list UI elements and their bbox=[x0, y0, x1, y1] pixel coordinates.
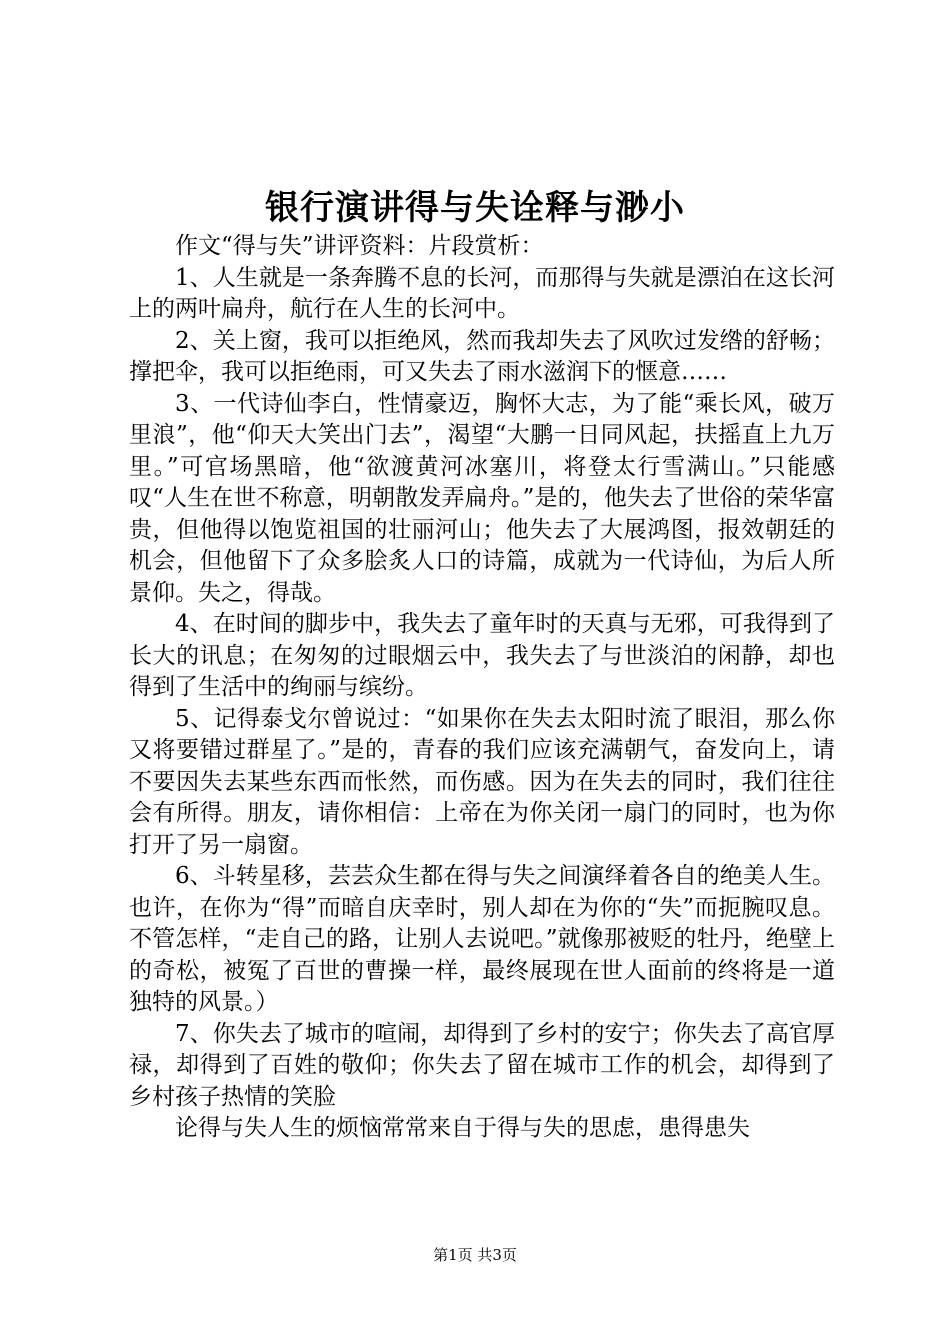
document-body bbox=[129, 231, 835, 1145]
paragraph-essay-start: 论得与失人生的烦恼常常来自于得与失的思虑，患得患失 bbox=[175, 1115, 750, 1141]
paragraph-7: 7、你失去了城市的喧闹，却得到了乡村的安宁；你失去了高官厚禄，却得到了百姓的敬仰；你失去了留在城市工作的机会，却得到了乡村孩子热情的笑脸 bbox=[129, 1020, 835, 1110]
paragraph-4: 4、在时间的脚步中，我失去了童年时的天真与无邪，可我得到了长大的讯息；在匆匆的过眼烟云中，我失去了与世淡泊的闲静，却也得到了生活中的绚丽与缤纷。 bbox=[129, 611, 835, 700]
paragraph-6: 6、斗转星移，芸芸众生都在得与失之间演绎着各自的绝美人生。也许，在你为“得”而暗自庆幸时，别人却在为你的“失”而扼腕叹息。不管怎样，“走自己的路，让别人去说吧。”就像那被贬的牡丹，绝壁上的奇松，被冤了百世的曹操一样，最终展现在世人面前的终将是一道独特的风景。） bbox=[129, 863, 835, 1015]
document-title: 银行演讲得与失诠释与渺小 bbox=[265, 188, 685, 228]
paragraph-3: 3、一代诗仙李白，性情豪迈，胸怀大志，为了能“乘长风，破万里浪”，他“仰天大笑出门去”，渴望“大鹏一日同风起，扶摇直上九万里。”可官场黑暗，他“欲渡黄河冰塞川，将登太行雪满山。”只能感叹“人生在世不称意，明朝散发弄扁舟。”是的，他失去了世俗的荣华富贵，但他得以饱览祖国的壮丽河山；他失去了大展鸿图，报效朝廷的机会，但他留下了众多脍炙人口的诗篇，成就为一代诗仙，为后人所景仰。失之，得哉。 bbox=[129, 390, 835, 606]
paragraph-5: 5、记得泰戈尔曾说过：“如果你在失去太阳时流了眼泪，那么你又将要错过群星了。”是的，青春的我们应该充满朝气，奋发向上，请不要因失去某些东西而怅然，而伤感。因为在失去的同时，我们往往会有所得。朋友，请你相信：上帝在为你关闭一扇门的同时，也为你打开了另一扇窗。 bbox=[129, 705, 835, 858]
page-number-footer: 第1页 共3页 bbox=[433, 1246, 517, 1264]
paragraph-1: 1、人生就是一条奔腾不息的长河，而那得与失就是漂泊在这长河上的两叶扁舟，航行在人生的长河中。 bbox=[129, 264, 835, 322]
paragraph-2: 2、关上窗，我可以拒绝风，然而我却失去了风吹过发绺的舒畅；撑把伞，我可以拒绝雨，可又失去了雨水滋润下的惬意…… bbox=[129, 327, 835, 385]
paragraph-intro: 作文“得与失”讲评资料：片段赏析： bbox=[175, 233, 544, 259]
